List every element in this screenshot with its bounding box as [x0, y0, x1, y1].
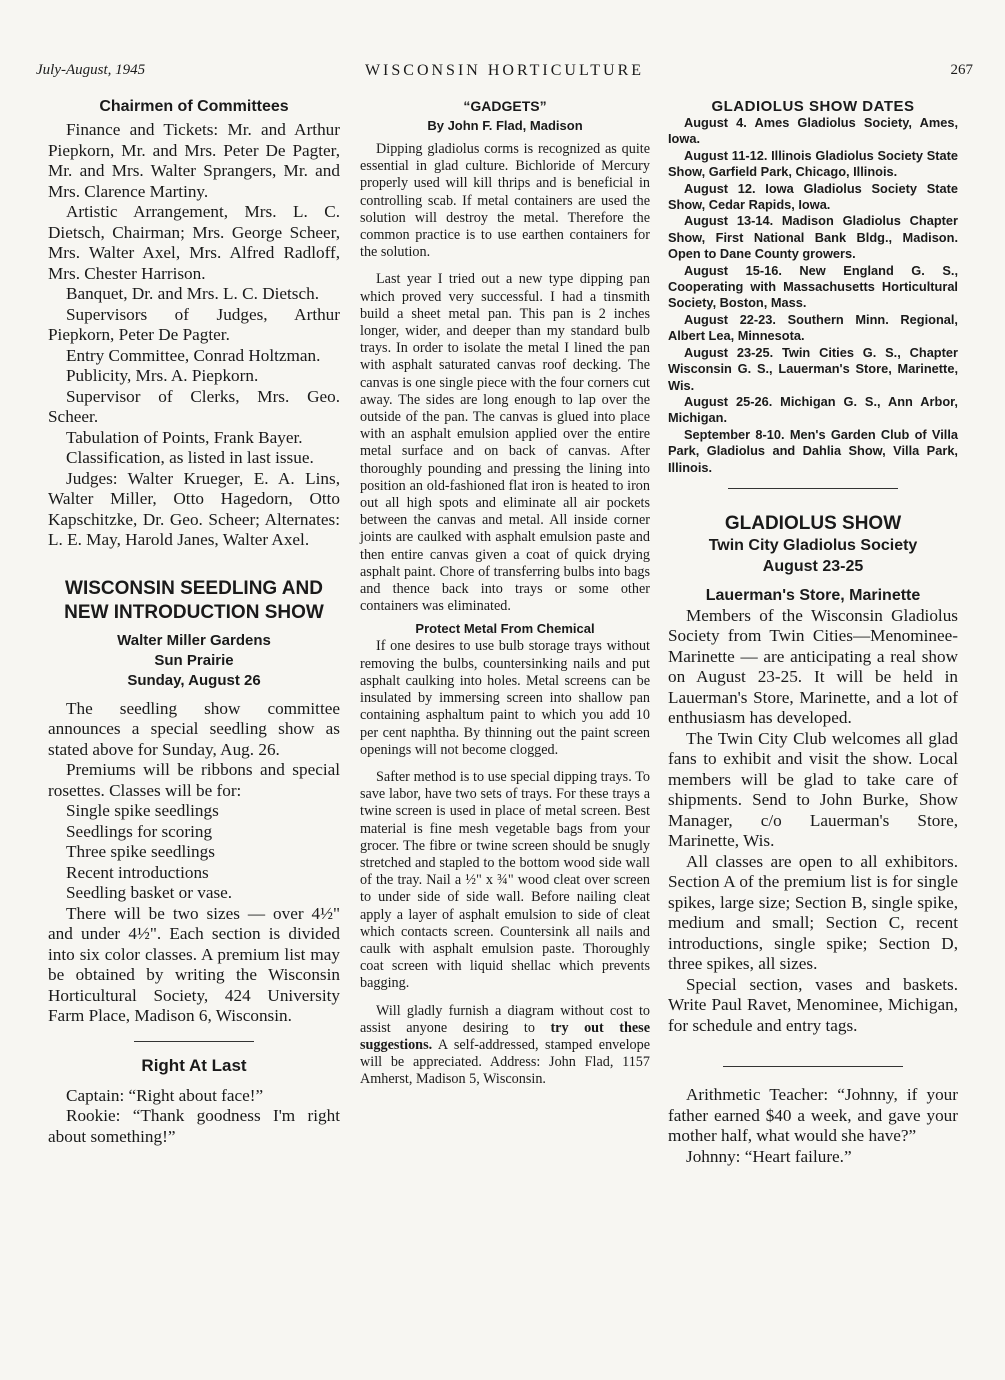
joke-line: Johnny: “Heart failure.” [686, 1146, 852, 1166]
show-date-entry: August 23-25. Twin Cities G. S., Chapter Wisconsin G. S., Lauerman's Store, Marinette, Wis. [668, 344, 958, 393]
page-number: 267 [950, 62, 973, 78]
column-middle [360, 98, 650, 1089]
right-at-last-heading: Right At Last [141, 1055, 247, 1075]
class-item: Seedling basket or vase. [66, 883, 233, 902]
gladiolus-show-heading: GLADIOLUS SHOW [724, 512, 902, 534]
divider [723, 1066, 903, 1067]
show-paragraph: Special section, vases and baskets. Write Paul Ravet, Menominee, Michigan, for schedule and entry tags. [668, 974, 958, 1035]
seedling-show-heading: WISCONSIN SEEDLING AND NEW INTRODUCTION SHOW [64, 577, 324, 623]
column-right [668, 98, 958, 1167]
show-date-entry: August 13-14. Madison Gladiolus Chapter Show, First National Bank Bldg., Madison. Open to Dane County growers. [668, 213, 958, 262]
seedling-date: Sunday, August 26 [127, 671, 261, 689]
gadgets-paragraph: Safter method is to use special dipping trays. To save labor, have two sets of trays. For these trays a twine screen is used in place of metal screen. Best material is fine mesh vegetable bags from your grocer. The fibre or twine screen should be snugly stretched and stapled to the bottom wood side wall of the tray. Nail a ½" x ¾" wood cleat over screen to under side of side wall. Before nailing cleat apply a layer of asphalt emulsion to side of cleat which contacts screen. Countersink all nails and caulk with asphalt emulsion paste. Thoroughly coat screen with liquid shellac which prevents bagging. [360, 768, 650, 992]
seedling-paragraph: Premiums will be ribbons and special rosettes. Classes will be for: [48, 760, 340, 800]
seedling-paragraph: There will be two sizes — over 4½" and under 4½". Each section is divided into six color classes. A premium list may be obtained by writing the Wisconsin Horticultural Society, 424 University Farm Place, Madison 6, Wisconsin. [48, 903, 340, 1025]
seedling-paragraph: The seedling show committee announces a special seedling show as stated above for Sunday, Aug. 26. [48, 698, 340, 759]
gadgets-paragraph: If one desires to use bulb storage trays without removing the bulbs, countersinking nails and put asphalt caulking into holes. Metal screens can be insulated by immersing screen into shallow pan containing asphaltum paint to which you add 10 per cent naphtha. By thinning out the paint screen openings will not become clogged. [360, 638, 650, 758]
show-venue: Lauerman's Store, Marinette [705, 586, 921, 604]
class-item: Single spike seedlings [66, 801, 219, 820]
class-item: Three spike seedlings [66, 842, 215, 861]
gadgets-heading: “GADGETS” [463, 98, 547, 114]
show-date-entry: September 8-10. Men's Garden Club of Villa Park, Gladiolus and Dahlia Show, Villa Park, Illinois. [668, 426, 958, 475]
issue-date: July-August, 1945 [36, 62, 146, 78]
page-header [36, 62, 973, 84]
joke-line: Arithmetic Teacher: “Johnny, if your father earned $40 a week, and gave your mother half, what would she have?” [668, 1085, 958, 1146]
closing-address: A self-addressed, stamped envelope will be appreciated. Address: John Flad, 1157 Amherst, Madison 5, Wisconsin. [360, 1036, 650, 1088]
protect-metal-subheading: Protect Metal From Chemical [415, 621, 595, 637]
committee-entry: Entry Committee, Conrad Holtzman. [66, 345, 321, 365]
closing-text: Will gladly furnish a diagram without cost to assist anyone desiring to [360, 1002, 650, 1036]
committee-entry: Supervisor of Clerks, Mrs. Geo. Scheer. [48, 386, 340, 426]
divider [134, 1041, 254, 1042]
committee-entry: Tabulation of Points, Frank Bayer. [66, 427, 303, 447]
closing-emphasis: try out these suggestions. [360, 1019, 650, 1053]
journal-title: WISCONSIN HORTICULTURE [364, 62, 645, 79]
gadgets-paragraph: Last year I tried out a new type dipping pan which proved very successful. I had a tinsmith build a sheet metal pan. This pan is 2 inches longer, wider, and deeper than my standard bulb trays. In order to isolate the metal I lined the pan with asphalt saturated canvas roof decking. The canvas is one single piece with the four corners cut away. The sides are long enough to lap over the outside of the pan. The canvas is glued into place with an asphalt emulsion applied over the entire metal surface and on back of canvas. After thoroughly pounding and pressing the lining into position an old-fashioned flat iron is heated to iron out all high spots and eliminate all air pockets between the canvas and metal. All inside corner joints are caulked with asphalt emulsion paste and then entire canvas given a coat of quick drying asphalt paint. Chore of transferring bulbs into bags and thence back into trays or some other containers was eliminated. [360, 271, 650, 615]
gadgets-paragraph [360, 1003, 650, 1089]
gadgets-paragraph: Dipping gladiolus corms is recognized as quite essential in glad culture. Bichloride of Mercury properly used will kill thrips and is beneficial in controlling scab. If metal containers are used the solution will destroy the metal. Therefore the common practice is to use earthen containers for the solution. [360, 141, 650, 261]
column-left [48, 98, 340, 1147]
committee-entry: Artistic Arrangement, Mrs. L. C. Dietsch, Chairman; Mrs. George Scheer, Mrs. Walter Axel, Mrs. Alfred Radloff, Mrs. Chester Harrison. [48, 202, 340, 283]
show-paragraph: The Twin City Club welcomes all glad fans to exhibit and visit the show. Local members will be glad to take care of shipments. Send to John Burke, Show Manager, c/o Lauerman's Store, Marinette, Wis. [668, 728, 958, 851]
show-date-entry: August 25-26. Michigan G. S., Ann Arbor, Michigan. [668, 393, 958, 426]
seedling-location: Walter Miller Gardens [117, 631, 271, 649]
show-date-entry: August 4. Ames Gladiolus Society, Ames, Iowa. [668, 115, 958, 147]
show-body [668, 606, 958, 1168]
joke-line: Rookie: “Thank goodness I'm right about something!” [48, 1106, 340, 1146]
divider [728, 488, 898, 489]
show-paragraph: All classes are open to all exhibitors. Section A of the premium list is for single spikes, large size; Section B, single spike, medium and small; Section C, recent introductions, single spike; Section D, three spikes, all sizes. [668, 851, 958, 974]
committee-entry: Banquet, Dr. and Mrs. L. C. Dietsch. [66, 284, 320, 303]
chairmen-heading: Chairmen of Committees [99, 98, 289, 115]
committee-entry: Supervisors of Judges, Arthur Piepkorn, Peter De Pagter. [48, 304, 340, 344]
committee-entry: Judges: Walter Krueger, E. A. Lins, Walter Miller, Otto Hagedorn, Otto Kapschitzke, Dr. Geo. Scheer; Alternates: L. E. May, Harold Janes, Walter Axel. [48, 468, 340, 549]
class-item: Seedlings for scoring [66, 821, 213, 841]
show-society: Twin City Gladiolus Society [708, 536, 918, 554]
show-dates-heading: GLADIOLUS SHOW DATES [711, 98, 915, 115]
class-item: Recent introductions [66, 862, 209, 882]
show-dates: August 23-25 [762, 557, 864, 575]
show-date-entry: August 15-16. New England G. S., Cooperating with Massachusetts Horticultural Society, Boston, Mass. [668, 262, 958, 311]
show-date-entry: August 12. Iowa Gladiolus Society State Show, Cedar Rapids, Iowa. [668, 180, 958, 213]
joke-line: Captain: “Right about face!” [66, 1085, 264, 1105]
committee-entry: Classification, as listed in last issue. [66, 448, 314, 467]
committee-entry: Finance and Tickets: Mr. and Arthur Piepkorn, Mr. and Mrs. Peter De Pagter, Mr. and Mrs. Walter Sprangers, Mr. and Mrs. Clarence Martiny. [48, 120, 340, 201]
show-date-entry: August 22-23. Southern Minn. Regional, Albert Lea, Minnesota. [668, 311, 958, 344]
gadgets-byline: By John F. Flad, Madison [427, 118, 583, 133]
show-paragraph: Members of the Wisconsin Gladiolus Society from Twin Cities—Menominee-Marinette — are anticipating a real show on August 23-25. It will be held in Lauerman's Store, Marinette, and a lot of enthusiasm has developed. [668, 605, 958, 728]
seedling-town: Sun Prairie [154, 651, 234, 669]
committee-entry: Publicity, Mrs. A. Piepkorn. [66, 366, 259, 385]
show-date-entry: August 11-12. Illinois Gladiolus Society State Show, Garfield Park, Chicago, Illinois. [668, 147, 958, 180]
